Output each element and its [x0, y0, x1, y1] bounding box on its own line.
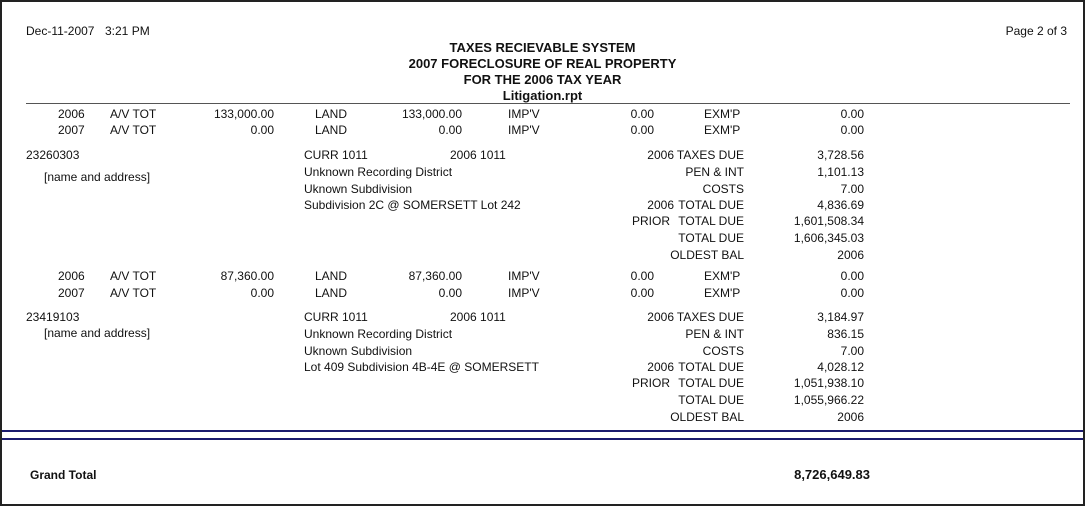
grand-total-due-value: 1,606,345.03 — [793, 231, 864, 245]
costs-value: 7.00 — [840, 182, 864, 196]
valuation-total: 133,000.00 — [213, 107, 274, 121]
valuation-total: 0.00 — [250, 286, 274, 300]
costs-value: 7.00 — [840, 344, 864, 358]
taxes-due-value: 3,728.56 — [817, 148, 864, 162]
report-file-name: Litigation.rpt — [502, 88, 583, 103]
grand-total-value: 8,726,649.83 — [794, 467, 870, 482]
valuation-type: A/V TOT — [110, 286, 157, 300]
line-prefix: PRIOR — [631, 214, 670, 228]
pen-int-label: PEN & INT — [685, 327, 744, 341]
parcel-curr: CURR 1011 — [304, 310, 368, 324]
oldest-bal-label: OLDEST BAL — [670, 248, 744, 262]
legal-description: Subdivision 2C @ SOMERSETT Lot 242 — [304, 198, 521, 212]
pen-int-label: PEN & INT — [685, 165, 744, 179]
parcel-code: 2006 1011 — [450, 310, 506, 324]
improvement-value: 0.00 — [630, 269, 654, 283]
section-divider-top — [2, 430, 1083, 432]
exemption-label: EXM'P — [704, 123, 741, 137]
prior-total-due-label: TOTAL DUE — [678, 376, 744, 390]
costs-label: COSTS — [702, 182, 744, 196]
valuation-year: 2006 — [58, 107, 85, 121]
header-divider — [26, 103, 1070, 104]
line-prefix: 2006 — [647, 198, 674, 212]
exemption-value: 0.00 — [840, 269, 864, 283]
oldest-bal-value: 2006 — [837, 410, 864, 424]
total-due-value: 4,836.69 — [817, 198, 864, 212]
grand-total-due-value: 1,055,966.22 — [793, 393, 864, 407]
pen-int-value: 836.15 — [827, 327, 864, 341]
line-prefix: 2006 — [647, 310, 674, 324]
exemption-value: 0.00 — [840, 123, 864, 137]
oldest-bal-label: OLDEST BAL — [670, 410, 744, 424]
land-label: LAND — [315, 123, 348, 137]
line-prefix: PRIOR — [631, 376, 670, 390]
exemption-label: EXM'P — [704, 269, 741, 283]
taxes-due-label: TAXES DUE — [676, 148, 744, 162]
improvement-label: IMP'V — [508, 269, 540, 283]
report-title: TAXES RECIEVABLE SYSTEM — [449, 40, 636, 55]
parcel-code: 2006 1011 — [450, 148, 506, 162]
line-prefix: 2006 — [647, 360, 674, 374]
report-date: Dec-11-2007 — [26, 24, 95, 38]
land-value: 133,000.00 — [401, 107, 462, 121]
subdivision: Uknown Subdivision — [304, 344, 413, 358]
land-label: LAND — [315, 107, 348, 121]
valuation-total: 0.00 — [250, 123, 274, 137]
valuation-type: A/V TOT — [110, 269, 157, 283]
land-label: LAND — [315, 269, 348, 283]
improvement-value: 0.00 — [630, 123, 654, 137]
recording-district: Unknown Recording District — [304, 327, 453, 341]
line-prefix: 2006 — [647, 148, 674, 162]
grand-total-due-label: TOTAL DUE — [678, 231, 744, 245]
owner-name-address: [name and address] — [44, 170, 151, 184]
parcel-id: 23419103 — [26, 310, 80, 324]
parcel-id: 23260303 — [26, 148, 80, 162]
owner-name-address: [name and address] — [44, 326, 151, 340]
improvement-value: 0.00 — [630, 107, 654, 121]
prior-total-due-value: 1,051,938.10 — [793, 376, 864, 390]
valuation-total: 87,360.00 — [220, 269, 274, 283]
section-divider-bottom — [2, 438, 1083, 440]
recording-district: Unknown Recording District — [304, 165, 453, 179]
legal-description: Lot 409 Subdivision 4B-4E @ SOMERSETT — [304, 360, 539, 374]
land-label: LAND — [315, 286, 348, 300]
improvement-label: IMP'V — [508, 123, 540, 137]
grand-total-label: Grand Total — [30, 468, 97, 482]
land-value: 0.00 — [438, 123, 462, 137]
exemption-label: EXM'P — [704, 107, 741, 121]
land-value: 0.00 — [438, 286, 462, 300]
oldest-bal-value: 2006 — [837, 248, 864, 262]
pen-int-value: 1,101.13 — [817, 165, 864, 179]
parcel-curr: CURR 1011 — [304, 148, 368, 162]
prior-total-due-label: TOTAL DUE — [678, 214, 744, 228]
valuation-year: 2007 — [58, 286, 85, 300]
report-subtitle: 2007 FORECLOSURE OF REAL PROPERTY — [408, 56, 677, 71]
page-number: Page 2 of 3 — [1005, 24, 1067, 38]
valuation-type: A/V TOT — [110, 107, 157, 121]
improvement-label: IMP'V — [508, 286, 540, 300]
total-due-value: 4,028.12 — [817, 360, 864, 374]
valuation-year: 2006 — [58, 269, 85, 283]
land-value: 87,360.00 — [408, 269, 462, 283]
costs-label: COSTS — [702, 344, 744, 358]
grand-total-due-label: TOTAL DUE — [678, 393, 744, 407]
valuation-year: 2007 — [58, 123, 85, 137]
total-due-label: TOTAL DUE — [678, 360, 744, 374]
improvement-label: IMP'V — [508, 107, 540, 121]
report-tax-year: FOR THE 2006 TAX YEAR — [463, 72, 622, 87]
valuation-type: A/V TOT — [110, 123, 157, 137]
exemption-value: 0.00 — [840, 107, 864, 121]
exemption-label: EXM'P — [704, 286, 741, 300]
taxes-due-value: 3,184.97 — [817, 310, 864, 324]
improvement-value: 0.00 — [630, 286, 654, 300]
report-time: 3:21 PM — [105, 24, 150, 38]
exemption-value: 0.00 — [840, 286, 864, 300]
prior-total-due-value: 1,601,508.34 — [793, 214, 864, 228]
total-due-label: TOTAL DUE — [678, 198, 744, 212]
subdivision: Uknown Subdivision — [304, 182, 413, 196]
taxes-due-label: TAXES DUE — [676, 310, 744, 324]
